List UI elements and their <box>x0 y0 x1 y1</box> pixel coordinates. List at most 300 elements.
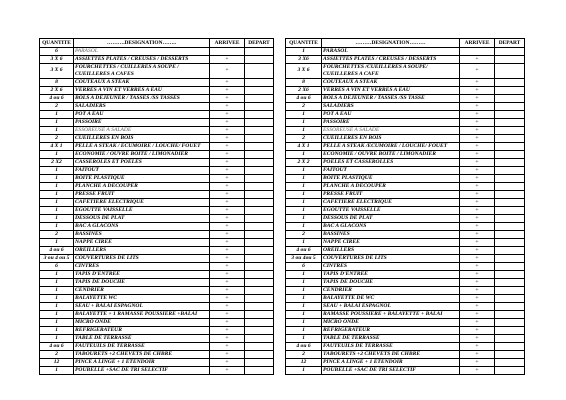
quantity-cell: 4 ou 6 <box>40 342 74 350</box>
quantity-cell: 1 <box>40 222 74 230</box>
depart-cell <box>495 86 525 94</box>
depart-cell <box>245 294 274 302</box>
arrivee-cell: + <box>460 142 495 150</box>
designation-cell: PLANCHE A DECOUPER <box>322 182 460 190</box>
designation-cell: ESSOREUSE A SALADE <box>74 126 210 134</box>
arrivee-cell: + <box>210 64 245 79</box>
depart-cell <box>495 254 525 262</box>
table-row <box>286 342 525 350</box>
quantity-cell: 1 <box>286 270 322 278</box>
depart-cell <box>245 78 274 86</box>
depart-cell <box>245 56 274 64</box>
designation-cell: RAMASSE POUSSIERE + BALAYETTE + BALAI <box>322 310 460 318</box>
arrivee-cell: + <box>460 366 495 374</box>
arrivee-cell: + <box>210 166 245 174</box>
quantity-cell: 1 <box>286 326 322 334</box>
quantity-cell: 1 <box>40 166 74 174</box>
table-row <box>286 110 525 118</box>
quantity-cell: 1 <box>286 126 322 134</box>
depart-cell <box>495 94 525 102</box>
depart-cell <box>495 78 525 86</box>
depart-cell <box>495 326 525 334</box>
arrivee-cell: + <box>210 142 245 150</box>
designation-cell: CAFETIERE ELECTRIQUE <box>74 198 210 206</box>
arrivee-cell: + <box>210 158 245 166</box>
arrivee-cell: + <box>460 118 495 126</box>
depart-cell <box>495 294 525 302</box>
designation-cell: COUVERTURES DE LITS <box>74 254 210 262</box>
quantity-cell: 4 X 1 <box>286 142 322 150</box>
table-row <box>286 206 525 214</box>
designation-cell: ECONOMIE / OUVRE BOITE / LIMONADIER <box>74 150 210 158</box>
table-row <box>40 158 274 166</box>
quantity-cell: 2 <box>40 350 74 358</box>
inventory-table-left <box>39 38 274 375</box>
quantity-cell: 2 X 2 <box>286 158 322 166</box>
arrivee-cell: + <box>210 262 245 270</box>
arrivee-cell: + <box>460 86 495 94</box>
quantity-cell: 2 <box>40 134 74 142</box>
arrivee-cell: + <box>460 230 495 238</box>
designation-cell: NAPPE CIREE <box>322 238 460 246</box>
depart-cell <box>495 238 525 246</box>
depart-cell <box>495 126 525 134</box>
quantity-cell: 4 ou 6 <box>40 94 74 102</box>
table-row <box>286 294 525 302</box>
depart-cell <box>245 270 274 278</box>
quantity-cell: 1 <box>286 318 322 326</box>
designation-cell: BALAYETTE + 1 RAMASSE POUSSIERE +BALAI <box>74 310 210 318</box>
quantite-header: QUANTITE <box>286 39 322 48</box>
designation-header: ………DESIGNATION……… <box>322 39 460 48</box>
quantity-cell: 2 <box>40 230 74 238</box>
quantity-cell: 1 <box>286 150 322 158</box>
quantity-cell: 1 <box>40 270 74 278</box>
designation-cell: ESSOREUSE A SALADE <box>322 126 460 134</box>
arrivee-cell: + <box>460 302 495 310</box>
quantity-cell: 12 <box>286 358 322 366</box>
quantity-cell: 3 X 6 <box>286 64 322 79</box>
arrivee-cell: + <box>210 246 245 254</box>
arrivee-cell: + <box>460 318 495 326</box>
depart-cell <box>245 126 274 134</box>
depart-cell <box>495 334 525 342</box>
depart-cell <box>495 222 525 230</box>
quantity-cell: 6 <box>40 48 74 56</box>
quantity-cell: 8 <box>286 78 322 86</box>
quantity-cell: 1 <box>286 286 322 294</box>
arrivee-cell: + <box>210 254 245 262</box>
table-row <box>40 150 274 158</box>
table-row <box>40 142 274 150</box>
table-row <box>286 270 525 278</box>
quantity-cell: 4 ou 6 <box>286 342 322 350</box>
designation-cell: CAFETIERE ELECTRIQUE <box>322 198 460 206</box>
table-row <box>40 190 274 198</box>
designation-cell: FAITOUT <box>74 166 210 174</box>
depart-cell <box>245 142 274 150</box>
arrivee-cell: + <box>210 56 245 64</box>
depart-cell <box>495 286 525 294</box>
arrivee-cell: + <box>210 278 245 286</box>
table-row <box>286 334 525 342</box>
quantite-header: QUANTITE <box>40 39 74 48</box>
arrivee-cell: + <box>460 110 495 118</box>
quantity-cell: 2 <box>286 134 322 142</box>
depart-cell <box>495 358 525 366</box>
quantity-cell: 1 <box>40 302 74 310</box>
designation-cell: TAPIS D'ENTREE <box>322 270 460 278</box>
depart-cell <box>495 198 525 206</box>
depart-cell <box>245 326 274 334</box>
arrivee-cell: + <box>210 238 245 246</box>
depart-cell <box>245 222 274 230</box>
arrivee-cell: + <box>210 286 245 294</box>
arrivee-cell: + <box>210 214 245 222</box>
table-row <box>40 318 274 326</box>
table-row <box>40 350 274 358</box>
designation-cell: VERRES A VIN ET VERRES A EAU <box>74 86 210 94</box>
table-row <box>286 198 525 206</box>
designation-cell: BASSINES <box>322 230 460 238</box>
table-row <box>286 302 525 310</box>
designation-cell: CUEILLERES EN BOIS <box>74 134 210 142</box>
table-row <box>286 278 525 286</box>
quantity-cell: 2 <box>40 102 74 110</box>
designation-cell: PELLE A STEAK / ECUMOIRE / LOUCHE/ FOUET <box>74 142 210 150</box>
arrivee-cell: + <box>210 326 245 334</box>
quantity-cell: 1 <box>286 206 322 214</box>
arrivee-cell: + <box>210 78 245 86</box>
arrivee-cell: + <box>210 118 245 126</box>
designation-cell: SEAU + BALAI ESPAGNOL <box>74 302 210 310</box>
designation-cell: OREILLERS <box>322 246 460 254</box>
designation-cell: BOLS A DEJEUNER / TASSES /SS TASSES <box>74 94 210 102</box>
table-row <box>286 94 525 102</box>
table-row <box>40 230 274 238</box>
quantity-cell: 1 <box>286 278 322 286</box>
table-row <box>40 118 274 126</box>
quantity-cell: 1 <box>286 366 322 374</box>
designation-cell: FAITOUT <box>322 166 460 174</box>
quantity-cell: 1 <box>286 222 322 230</box>
arrivee-cell: + <box>460 56 495 64</box>
designation-cell: ECONOMIE / OUVRE BOITE / LIMONADIER <box>322 150 460 158</box>
table-row <box>286 262 525 270</box>
designation-cell: BOITE PLASTIQUE <box>322 174 460 182</box>
designation-cell: TABOURETS +2 CHEVETS DE CHBRE <box>322 350 460 358</box>
arrivee-cell: + <box>210 230 245 238</box>
arrivee-cell: + <box>210 94 245 102</box>
table-row <box>40 94 274 102</box>
table-row <box>286 182 525 190</box>
quantity-cell: 1 <box>286 214 322 222</box>
designation-cell: BALAYETTE WC <box>74 294 210 302</box>
depart-cell <box>495 366 525 374</box>
quantity-cell: 2 X2 <box>40 158 74 166</box>
arrivee-cell: + <box>210 350 245 358</box>
depart-cell <box>245 358 274 366</box>
inventory-table-right <box>285 38 525 375</box>
table-row <box>286 86 525 94</box>
table-row <box>40 326 274 334</box>
table-row <box>40 174 274 182</box>
designation-cell: CASSEROLES ET POELES <box>74 158 210 166</box>
quantity-cell: 1 <box>286 294 322 302</box>
inventory-body-left <box>40 48 274 375</box>
table-row <box>286 150 525 158</box>
arrivee-cell: + <box>210 134 245 142</box>
depart-cell <box>245 150 274 158</box>
quantity-cell: 1 <box>286 48 322 56</box>
table-row <box>286 174 525 182</box>
depart-cell <box>245 350 274 358</box>
depart-cell <box>245 102 274 110</box>
designation-cell: POELES ET CASSEROLLES <box>322 158 460 166</box>
quantity-cell: 12 <box>40 358 74 366</box>
depart-cell <box>245 310 274 318</box>
depart-cell <box>495 302 525 310</box>
arrivee-cell: + <box>210 342 245 350</box>
arrivee-cell: + <box>460 102 495 110</box>
designation-cell: TAPIS D'ENTREE <box>74 270 210 278</box>
quantity-cell: 1 <box>40 326 74 334</box>
table-row <box>40 286 274 294</box>
depart-cell <box>495 102 525 110</box>
arrivee-cell: + <box>460 198 495 206</box>
designation-cell: TABLE DE TERRASSE <box>322 334 460 342</box>
depart-cell <box>245 198 274 206</box>
designation-cell: POUBELLE +SAC DE TRI SELECTIF <box>322 366 460 374</box>
designation-cell: OREILLERS <box>74 246 210 254</box>
table-row <box>286 326 525 334</box>
quantity-cell: 1 <box>286 190 322 198</box>
quantity-cell: 2 <box>286 350 322 358</box>
table-row <box>40 214 274 222</box>
designation-cell: BAC A GLACONS <box>74 222 210 230</box>
depart-cell <box>245 278 274 286</box>
table-row <box>40 246 274 254</box>
depart-cell <box>245 334 274 342</box>
arrivee-cell: + <box>460 166 495 174</box>
depart-cell <box>495 56 525 64</box>
arrivee-cell: + <box>210 126 245 134</box>
table-row <box>286 254 525 262</box>
depart-cell <box>245 86 274 94</box>
arrivee-cell: + <box>460 278 495 286</box>
table-row <box>286 134 525 142</box>
designation-cell: ASSIETTES PLATES / CREUSES / DESSERTS <box>74 56 210 64</box>
header-row <box>286 39 525 48</box>
depart-cell <box>495 262 525 270</box>
table-row <box>40 64 274 79</box>
table-row <box>286 230 525 238</box>
table-row <box>40 48 274 56</box>
inventory-body-right <box>286 48 525 375</box>
depart-cell <box>495 342 525 350</box>
table-row <box>286 126 525 134</box>
depart-cell <box>245 48 274 56</box>
table-row <box>40 102 274 110</box>
quantity-cell: 1 <box>40 310 74 318</box>
arrivee-cell: + <box>210 102 245 110</box>
depart-cell <box>245 318 274 326</box>
depart-cell <box>495 246 525 254</box>
table-row <box>40 86 274 94</box>
depart-header: DEPART <box>245 39 274 48</box>
table-row <box>286 310 525 318</box>
designation-cell: DESSOUS DE PLAT <box>74 214 210 222</box>
arrivee-cell: + <box>210 318 245 326</box>
quantity-cell: 1 <box>40 126 74 134</box>
arrivee-cell: + <box>210 366 245 374</box>
arrivee-cell: + <box>460 134 495 142</box>
designation-cell: BAC A GLACONS <box>322 222 460 230</box>
arrivee-cell <box>210 48 245 56</box>
arrivee-cell: + <box>460 126 495 134</box>
arrivee-cell: + <box>460 270 495 278</box>
table-row <box>286 56 525 64</box>
table-row <box>286 48 525 56</box>
quantity-cell: 1 <box>286 182 322 190</box>
table-row <box>286 64 525 79</box>
designation-cell: FAUTEUILS DE TERRASSE <box>74 342 210 350</box>
depart-cell <box>495 350 525 358</box>
depart-cell <box>495 230 525 238</box>
table-row <box>40 342 274 350</box>
quantity-cell: 1 <box>286 118 322 126</box>
arrivee-cell: + <box>460 158 495 166</box>
designation-cell: CUEILLERES EN BOIS <box>322 134 460 142</box>
table-row <box>40 206 274 214</box>
table-row <box>40 182 274 190</box>
quantity-cell: 4 ou 6 <box>286 94 322 102</box>
depart-cell <box>495 158 525 166</box>
quantity-cell: 3 ou 4 ou 5 <box>40 254 74 262</box>
quantity-cell: 1 <box>286 110 322 118</box>
quantity-cell: 1 <box>40 206 74 214</box>
depart-cell <box>245 174 274 182</box>
depart-cell <box>495 150 525 158</box>
quantity-cell: 1 <box>40 110 74 118</box>
arrivee-cell: + <box>460 326 495 334</box>
quantity-cell: 6 <box>286 262 322 270</box>
quantity-cell: 1 <box>40 150 74 158</box>
quantity-cell: 2 <box>286 230 322 238</box>
arrivee-cell: + <box>210 270 245 278</box>
arrivee-cell: + <box>460 334 495 342</box>
designation-cell: EGOUTTE VAISSELLE <box>322 206 460 214</box>
table-row <box>40 278 274 286</box>
quantity-cell: 4 ou 6 <box>286 246 322 254</box>
arrivee-cell: + <box>460 262 495 270</box>
arrivee-cell: + <box>460 254 495 262</box>
designation-cell: TAPIS DE DOUCHE <box>322 278 460 286</box>
arrivee-cell: + <box>210 222 245 230</box>
designation-cell: PINCE A LINGE + 1 ETENDOIR <box>74 358 210 366</box>
designation-cell: NAPPE CIREE <box>74 238 210 246</box>
arrivee-cell: + <box>460 350 495 358</box>
quantity-cell: 2 X6 <box>286 86 322 94</box>
arrivee-cell: + <box>460 342 495 350</box>
arrivee-cell: + <box>460 78 495 86</box>
designation-cell: POT A EAU <box>74 110 210 118</box>
depart-cell <box>495 318 525 326</box>
arrivee-cell: + <box>460 94 495 102</box>
designation-cell: CINTRES <box>74 262 210 270</box>
quantity-cell: 8 <box>40 78 74 86</box>
table-row <box>40 254 274 262</box>
table-row <box>286 366 525 374</box>
depart-header: DEPART <box>495 39 525 48</box>
arrivee-cell: + <box>210 86 245 94</box>
quantity-cell: 4 ou 6 <box>40 246 74 254</box>
depart-cell <box>245 214 274 222</box>
depart-cell <box>245 262 274 270</box>
designation-cell: SALADIERS <box>322 102 460 110</box>
table-row <box>40 270 274 278</box>
depart-cell <box>245 110 274 118</box>
designation-cell: FOURCHETTES / CUILLERES A SOUPE / CUEILLERES A CAFES <box>74 64 210 79</box>
designation-cell: EGOUTTE VAISSELLE <box>74 206 210 214</box>
designation-cell: PINCE A LINGE + 1 ETENDOIR <box>322 358 460 366</box>
depart-cell <box>245 246 274 254</box>
quantity-cell: 3 X 6 <box>40 56 74 64</box>
quantity-cell: 1 <box>40 278 74 286</box>
arrivee-cell: + <box>210 310 245 318</box>
arrivee-cell: + <box>460 286 495 294</box>
quantity-cell: 1 <box>286 198 322 206</box>
quantity-cell: 4 X 1 <box>40 142 74 150</box>
table-row <box>40 334 274 342</box>
arrivee-cell: + <box>460 190 495 198</box>
quantity-cell: 1 <box>40 366 74 374</box>
designation-cell: CENDRIER <box>74 286 210 294</box>
table-row <box>40 126 274 134</box>
designation-cell: CENDRIER <box>322 286 460 294</box>
designation-cell: PELLE A STEAK /ECUMOIRE / LOUCHE/ FOUET <box>322 142 460 150</box>
depart-cell <box>495 166 525 174</box>
designation-cell: BALAYETTE DE WC <box>322 294 460 302</box>
depart-cell <box>495 206 525 214</box>
designation-cell: POT A EAU <box>322 110 460 118</box>
arrivee-cell: + <box>210 110 245 118</box>
quantity-cell: 1 <box>40 190 74 198</box>
quantity-cell: 1 <box>40 198 74 206</box>
designation-cell: MICRO ONDE <box>322 318 460 326</box>
designation-cell: PASSOIRE <box>74 118 210 126</box>
quantity-cell: 1 <box>40 118 74 126</box>
quantity-cell: 1 <box>286 166 322 174</box>
designation-cell: PRESSE FRUIT <box>74 190 210 198</box>
table-row <box>286 318 525 326</box>
table-row <box>286 158 525 166</box>
quantity-cell: 2 <box>286 102 322 110</box>
table-row <box>286 78 525 86</box>
designation-cell: REFRIGERATEUR <box>74 326 210 334</box>
depart-cell <box>495 190 525 198</box>
designation-cell: COUVERTURES DE LITS <box>322 254 460 262</box>
quantity-cell: 1 <box>40 318 74 326</box>
depart-cell <box>495 134 525 142</box>
designation-cell: TABLE DE TERRASSE <box>74 334 210 342</box>
depart-cell <box>245 158 274 166</box>
arrivee-cell: + <box>210 302 245 310</box>
quantity-cell: 1 <box>286 310 322 318</box>
quantity-cell: 1 <box>40 214 74 222</box>
table-row <box>40 294 274 302</box>
table-row <box>40 238 274 246</box>
